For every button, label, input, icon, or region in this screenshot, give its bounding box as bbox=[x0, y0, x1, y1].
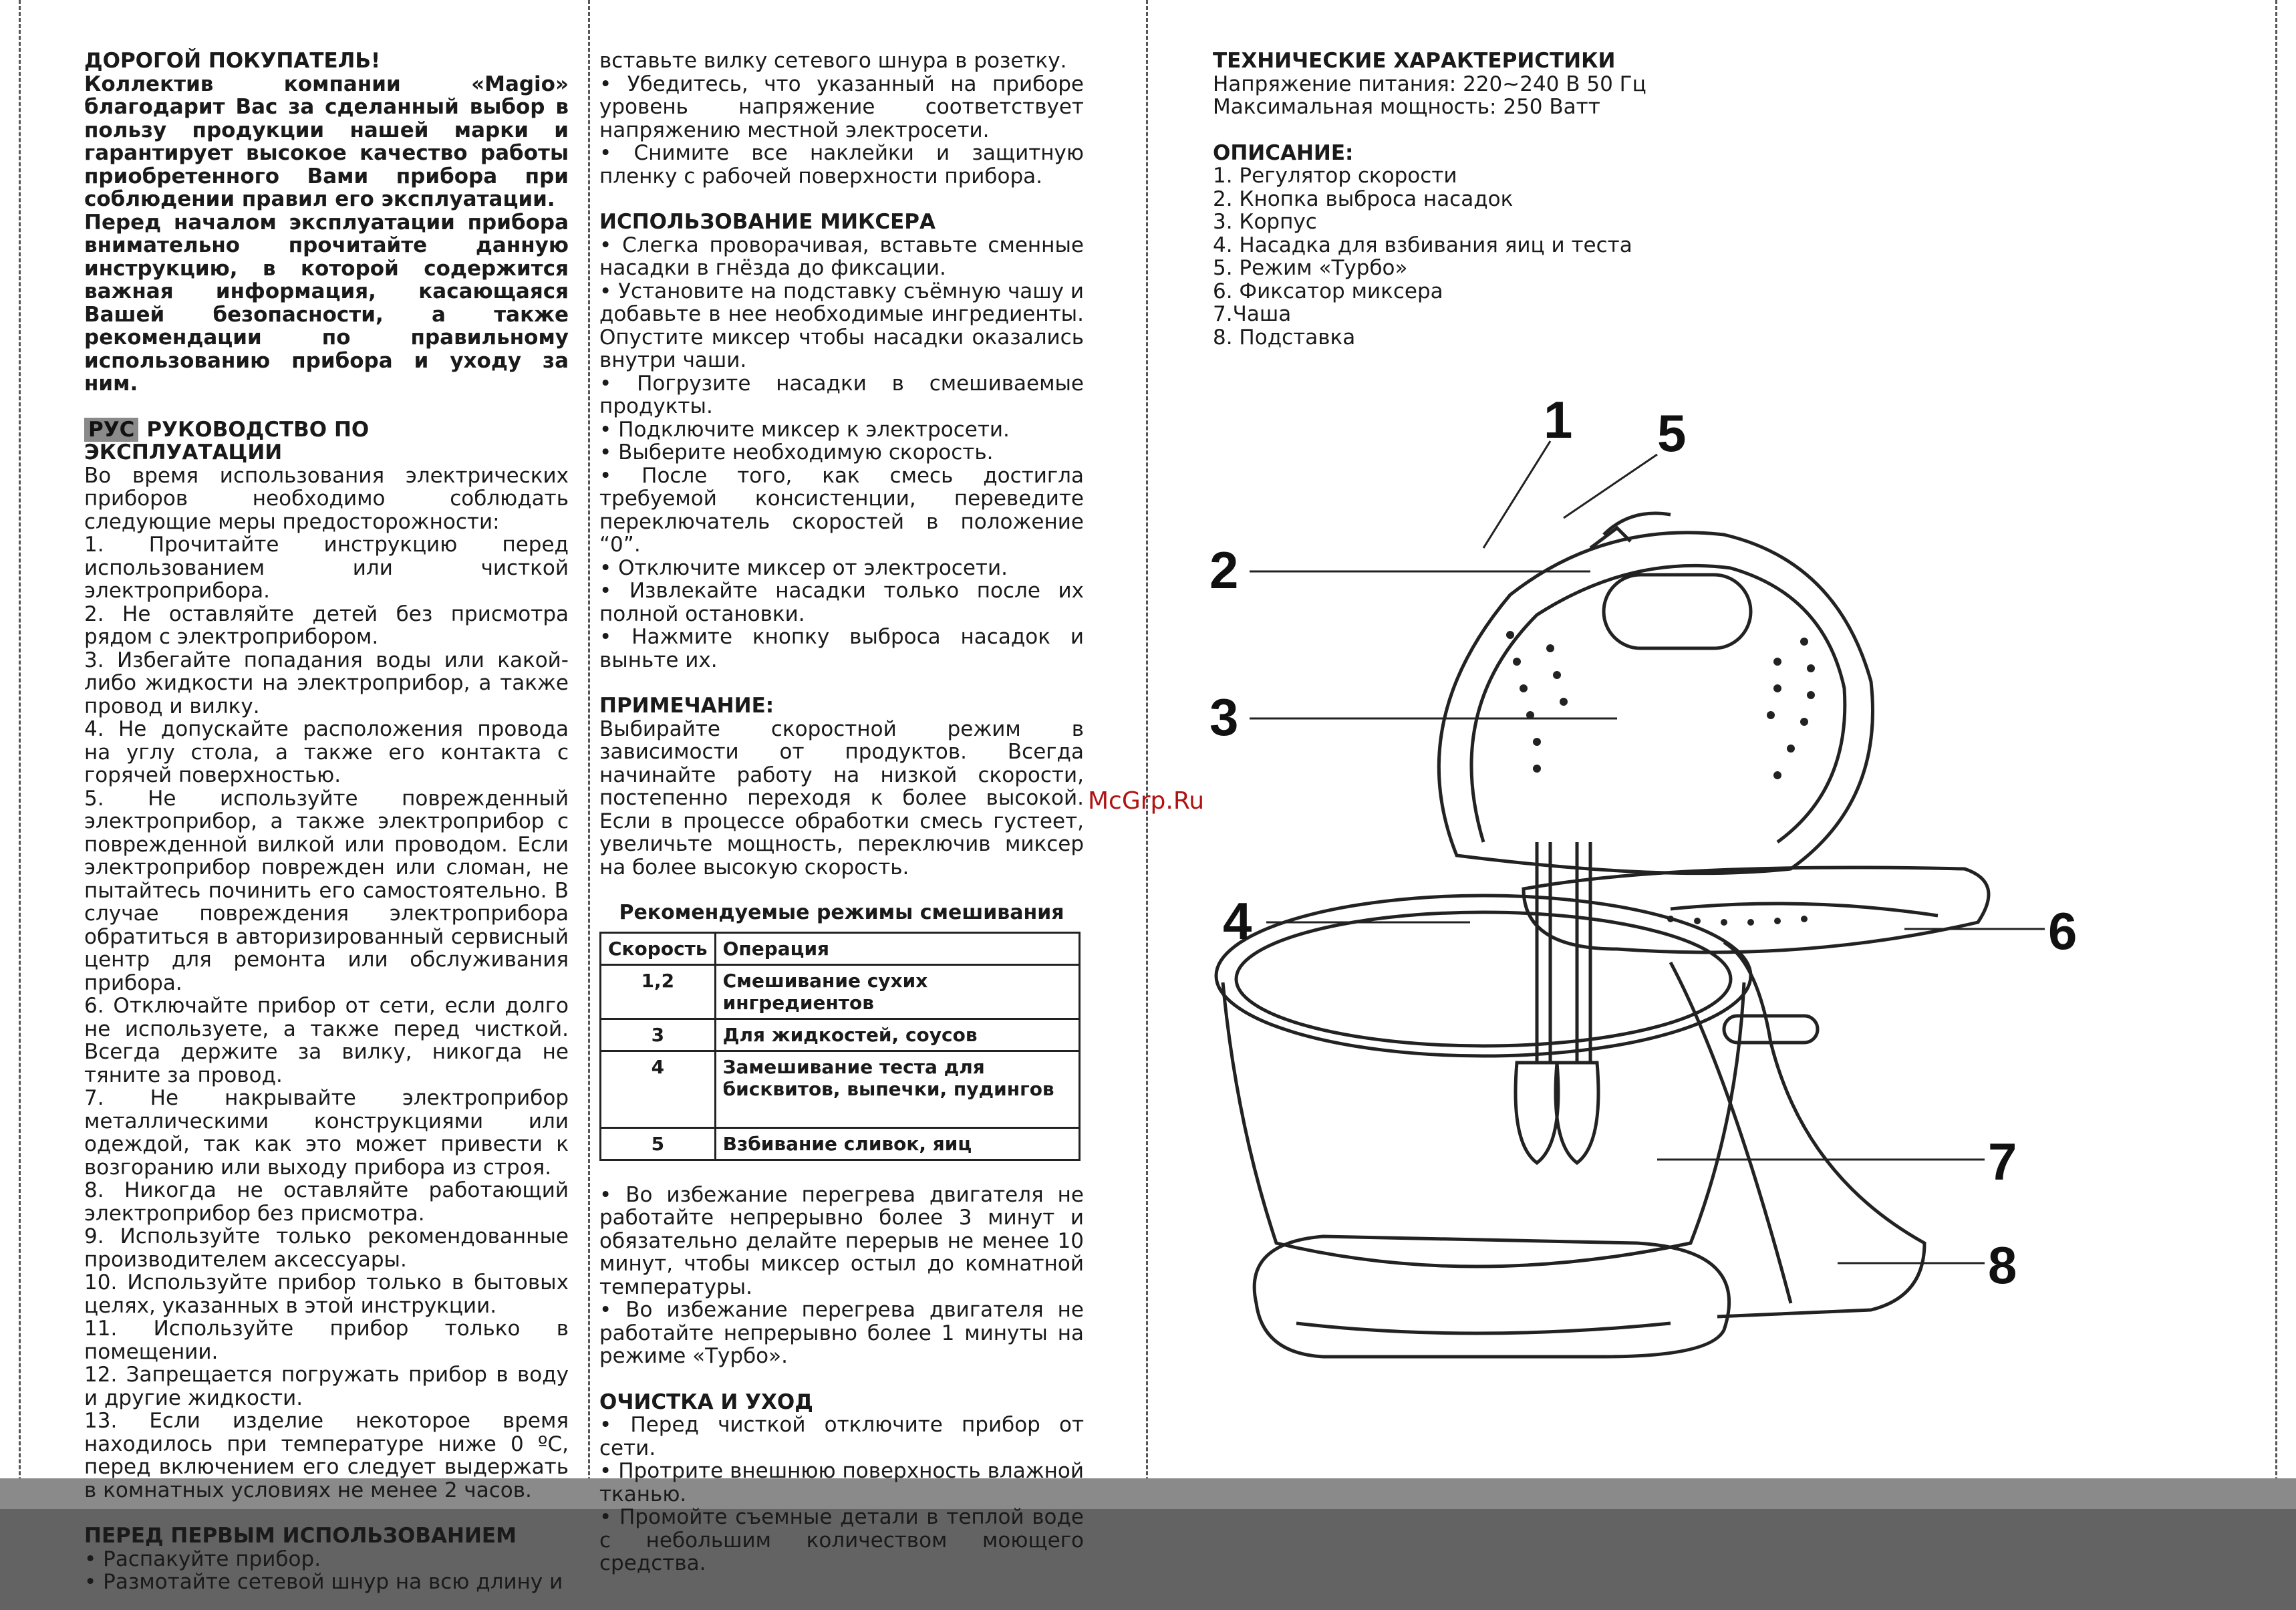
description-item: 4. Насадка для взбивания яиц и теста bbox=[1213, 233, 1632, 257]
table-cell-speed: 4 bbox=[601, 1051, 716, 1127]
safety-rule: 1. Прочитайте инструкцию перед использованием или чисткой электроприбора. bbox=[84, 533, 569, 603]
warning-item: • Во избежание перегрева двигателя не работайте непрерывно более 3 минут и обязательно делайте перерыв не менее 10 минут, чтобы миксер остыл до комнатной температуры. bbox=[599, 1182, 1084, 1299]
description-title: ОПИСАНИЕ: bbox=[1213, 140, 1354, 165]
safety-rule: 13. Если изделие некоторое время находилось при температуре ниже 0 ºС, перед включением его следует выдержать в комнатных условиях не менее 2 часов. bbox=[84, 1409, 569, 1502]
note-title: ПРИМЕЧАНИЕ: bbox=[599, 694, 774, 718]
description-item: 2. Кнопка выброса насадок bbox=[1213, 186, 1514, 211]
mixer-body bbox=[1439, 533, 1872, 874]
modes-table bbox=[599, 932, 1081, 1161]
use-item: • Установите на подставку съёмную чашу и добавьте в нее необходимые ингредиенты. Опустите миксер чтобы насадки оказались внутри чаши. bbox=[599, 279, 1084, 372]
use-item: • Извлекайте насадки только после их полной остановки. bbox=[599, 579, 1084, 626]
leader-line-5 bbox=[1564, 454, 1657, 518]
first-use-item: • Размотайте сетевой шнур на всю длину и bbox=[84, 1570, 563, 1594]
safety-rule: 11. Используйте прибор только в помещении. bbox=[84, 1317, 569, 1364]
use-item: • Слегка проворачивая, вставьте сменные насадки в гнёзда до фиксации. bbox=[599, 233, 1084, 280]
diagram-label-5: 5 bbox=[1657, 404, 1687, 462]
diagram-label-7: 7 bbox=[1988, 1132, 2017, 1191]
warning-item: • Во избежание перегрева двигателя не работайте непрерывно более 1 минуты на режиме «Турбо». bbox=[599, 1298, 1084, 1368]
description-item: 7.Чаша bbox=[1213, 302, 1292, 326]
first-use-item: • Убедитесь, что указанный на приборе уровень напряжение соответствует напряжению местной электросети. bbox=[599, 72, 1084, 142]
use-item: • Нажмите кнопку выброса насадок и выньте их. bbox=[599, 625, 1084, 672]
table-cell-speed: 3 bbox=[601, 1019, 716, 1051]
diagram-label-8: 8 bbox=[1988, 1236, 2017, 1295]
safety-rule: 8. Никогда не оставляйте работающий электроприбор без присмотра. bbox=[84, 1178, 569, 1226]
greeting-paragraph-1: Коллектив компании «Magio» благодарит Вас за сделанный выбор в пользу продукции нашей марки и гарантирует высокое качество работы приобретенного Вами прибора при соблюдении правил его эксплуатации. bbox=[84, 72, 569, 211]
table-header-cell: Операция bbox=[715, 932, 1079, 964]
leader-line-1 bbox=[1483, 441, 1550, 548]
safety-rule: 10. Используйте прибор только в бытовых целях, указанных в этой инструкции. bbox=[84, 1270, 569, 1318]
safety-rule: 2. Не оставляйте детей без присмотра рядом с электроприбором. bbox=[84, 601, 569, 649]
clean-item: • Перед чисткой отключите прибор от сети. bbox=[599, 1413, 1084, 1460]
safety-intro: Во время использования электрических приборов необходимо соблюдать следующие меры предосторожности: bbox=[84, 463, 569, 534]
diagram-label-3: 3 bbox=[1209, 688, 1239, 747]
manual-title: РУКОВОДСТВО ПО ЭКСПЛУАТАЦИИ bbox=[84, 417, 370, 464]
first-use-continued: вставьте вилку сетевого шнура в розетку. bbox=[599, 49, 1067, 73]
table-row bbox=[601, 1019, 1080, 1051]
mixer-body-inner bbox=[1471, 565, 1845, 842]
description-item: 8. Подставка bbox=[1213, 325, 1356, 350]
use-item: • Выберите необходимую скорость. bbox=[599, 440, 994, 464]
safety-rule: 12. Запрещается погружать прибор в воду и другие жидкости. bbox=[84, 1363, 569, 1410]
table-cell-speed: 1,2 bbox=[601, 964, 716, 1019]
first-use-title: ПЕРЕД ПЕРВЫМ ИСПОЛЬЗОВАНИЕМ bbox=[84, 1524, 517, 1548]
bowl-rim-inner bbox=[1236, 912, 1731, 1046]
beater-head bbox=[1556, 1063, 1598, 1163]
table-row bbox=[601, 1051, 1080, 1127]
description-item: 3. Корпус bbox=[1213, 210, 1317, 234]
spec-power: Максимальная мощность: 250 Ватт bbox=[1213, 95, 1600, 119]
watermark: McGrp.Ru bbox=[1088, 787, 1205, 815]
column-3 bbox=[1213, 49, 1761, 349]
diagram-label-6: 6 bbox=[2048, 902, 2077, 960]
table-cell-operation: Смешивание сухих ингредиентов bbox=[715, 964, 1079, 1019]
table-row bbox=[601, 1127, 1080, 1160]
use-item: • Погрузите насадки в смешиваемые продукты. bbox=[599, 371, 1084, 418]
mixer-arm bbox=[1524, 867, 1989, 952]
safety-rule: 7. Не накрывайте электроприбор металлическими конструкциями или одеждой, так как это может привести к возгоранию или выходу прибора из строя. bbox=[84, 1086, 569, 1180]
modes-table-title: Рекомендуемые режимы смешивания bbox=[619, 901, 1064, 924]
diagram-label-4: 4 bbox=[1223, 892, 1252, 950]
spec-title: ТЕХНИЧЕСКИЕ ХАРАКТЕРИСТИКИ bbox=[1213, 49, 1616, 73]
table-header-row bbox=[601, 932, 1080, 964]
safety-rule: 5. Не используйте поврежденный электроприбор, а также электроприбор с поврежденной вилкой или проводом. Если электроприбор поврежден или сломан, не пытайтесь починить его самостоятельно. В случае повреждения электроприбора обратиться в авторизированный сервисный центр для ремонта или обслуживания прибора. bbox=[84, 786, 569, 995]
table-cell-operation: Замешивание теста для бисквитов, выпечки, пудингов bbox=[715, 1051, 1079, 1127]
description-item: 1. Регулятор скорости bbox=[1213, 164, 1457, 188]
beater-head bbox=[1516, 1063, 1558, 1163]
safety-rule: 6. Отключайте прибор от сети, если долго не используете, а также перед чисткой. Всегда держите за вилку, никогда не тяните за провод. bbox=[84, 994, 569, 1087]
column-1 bbox=[84, 49, 569, 1594]
fold-divider-left bbox=[588, 0, 590, 1589]
diagram-label-2: 2 bbox=[1209, 541, 1239, 599]
mixer-handle bbox=[1604, 575, 1751, 648]
manual-heading bbox=[84, 418, 569, 464]
use-item: • Отключите миксер от электросети. bbox=[599, 555, 1008, 580]
first-use-item: • Снимите все наклейки и защитную пленку с рабочей поверхности прибора. bbox=[599, 141, 1084, 188]
safety-rule: 9. Используйте только рекомендованные производителем аксессуары. bbox=[84, 1224, 569, 1272]
language-tag: РУС bbox=[84, 418, 138, 442]
safety-rule: 4. Не допускайте расположения провода на углу стола, а также его контакта с горячей поверхностью. bbox=[84, 717, 569, 787]
table-cell-operation: Взбивание сливок, яиц bbox=[715, 1127, 1079, 1160]
description-item: 5. Режим «Турбо» bbox=[1213, 256, 1408, 280]
table-row bbox=[601, 964, 1080, 1019]
column-2 bbox=[599, 49, 1084, 1575]
clean-item: • Протрите внешнюю поверхность влажной тканью. bbox=[599, 1459, 1084, 1506]
greeting-title: ДОРОГОЙ ПОКУПАТЕЛЬ! bbox=[84, 49, 381, 73]
description-item: 6. Фиксатор миксера bbox=[1213, 279, 1443, 303]
greeting-paragraph-2: Перед началом эксплуатации прибора внимательно прочитайте данную инструкцию, в которой содержится важная информация, касающаяся Вашей безопасности, а также рекомендации по правильному использованию прибора и уходу за ним. bbox=[84, 210, 569, 396]
clean-title: ОЧИСТКА И УХОД bbox=[599, 1389, 813, 1414]
note-text: Выбирайте скоростной режим в зависимости от продуктов. Всегда начинайте работу на низкой скорости, постепенно переходя к более высокой. Если в процессе обработки смесь густеет, увеличьте мощность, переключив миксер на более высокую скорость. bbox=[599, 716, 1084, 880]
mixer-arm-lower bbox=[1671, 904, 1938, 916]
stand-base-inner bbox=[1296, 1323, 1671, 1333]
safety-rule: 3. Избегайте попадания воды или какой-либо жидкости на электроприбор, а также провод и вилку. bbox=[84, 648, 569, 718]
use-title: ИСПОЛЬЗОВАНИЕ МИКСЕРА bbox=[599, 210, 936, 234]
table-header-cell: Скорость bbox=[601, 932, 716, 964]
table-cell-operation: Для жидкостей, соусов bbox=[715, 1019, 1079, 1051]
stand-post bbox=[1717, 942, 1924, 1317]
use-item: • Подключите миксер к электросети. bbox=[599, 417, 1010, 442]
clean-item: • Промойте съемные детали в теплой воде с небольшим количеством моющего средства. bbox=[599, 1505, 1084, 1575]
table-cell-speed: 5 bbox=[601, 1127, 716, 1160]
spec-voltage: Напряжение питания: 220~240 В 50 Гц bbox=[1213, 72, 1646, 96]
diagram-label-1: 1 bbox=[1544, 390, 1573, 449]
beater-shaft bbox=[1537, 842, 1590, 1063]
first-use-item: • Распакуйте прибор. bbox=[84, 1547, 321, 1571]
mixer-diagram bbox=[1203, 374, 2138, 1417]
use-item: • После того, как смесь достигла требуемой консистенции, переведите переключатель скоростей в положение “0”. bbox=[599, 463, 1084, 557]
